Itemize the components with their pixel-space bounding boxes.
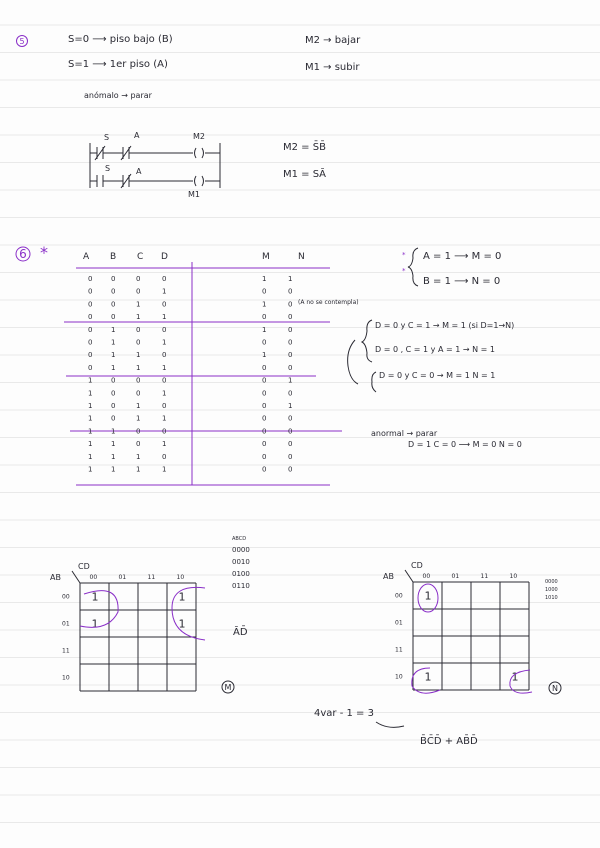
section-6	[16, 243, 522, 485]
tt-cell: 1	[136, 414, 141, 423]
kmap-m-list-item: 0010	[232, 558, 250, 566]
anormal2: D = 1 C = 0 ⟶ M = 0 N = 0	[408, 440, 522, 449]
tt-cell: 0	[262, 313, 267, 322]
note-row3: (A no se contempla)	[298, 299, 359, 306]
truth-table	[64, 252, 342, 485]
tt-cell: 0	[288, 363, 293, 372]
tt-cell: 0	[111, 414, 116, 423]
kmap-col-label: 10	[509, 573, 518, 580]
kmap-corner-top: CD	[78, 562, 90, 571]
tt-cell: 0	[262, 452, 267, 461]
tt-cell: 0	[111, 300, 116, 309]
tt-cell: 1	[111, 427, 116, 436]
tt-header-b: B	[110, 252, 117, 262]
kmap-one: 1	[178, 617, 186, 631]
tt-cell: 1	[136, 300, 141, 309]
kmap-m-list-item: 0000	[232, 546, 250, 554]
s5-line2: S=1 ⟶ 1er piso (A)	[68, 59, 168, 70]
tt-cell: 0	[162, 325, 167, 334]
tt-cell: 0	[88, 338, 93, 347]
tt-cell: 0	[288, 313, 293, 322]
section-5	[17, 34, 362, 199]
cond2: B = 1 ⟶ N = 0	[423, 276, 501, 287]
tt-cell: 0	[136, 440, 141, 449]
tt-cell: 1	[288, 376, 293, 385]
kmap-col-label: 11	[480, 573, 489, 580]
kmap-n-result: B̄C̄D̄ + AB̄D̄	[420, 736, 478, 747]
tt-cell: 1	[88, 389, 93, 398]
section-6-star: *	[40, 243, 48, 262]
tt-cell: 1	[136, 351, 141, 360]
tt-cell: 0	[162, 376, 167, 385]
s5-anomalo: anómalo → parar	[84, 91, 152, 100]
tt-cell: 1	[136, 452, 141, 461]
kmap-m	[50, 562, 205, 691]
tt-cell: 0	[162, 427, 167, 436]
kmap-corner-left: AB	[50, 573, 61, 582]
tt-cell: 0	[136, 389, 141, 398]
section-6-number: 6	[19, 247, 27, 261]
tt-cell: 1	[88, 465, 93, 474]
tt-cell: 0	[111, 402, 116, 410]
kmap-row-label: 10	[395, 673, 403, 681]
tt-cell: 0	[262, 427, 267, 436]
tt-cell: 0	[162, 452, 167, 461]
tt-cell: 0	[288, 338, 293, 347]
cond1: A = 1 ⟶ M = 0	[423, 251, 502, 262]
tt-cell: 0	[288, 287, 293, 296]
tt-cell: 0	[111, 313, 116, 322]
tt-cell: 0	[288, 452, 293, 461]
svg-text:*: *	[402, 267, 406, 275]
tt-cell: 0	[262, 414, 267, 423]
tt-cell: 0	[88, 325, 93, 334]
tt-header-a: A	[83, 252, 90, 262]
tt-cell: 1	[162, 313, 167, 322]
tt-cell: 1	[262, 275, 267, 283]
kmap-col-label: 10	[176, 574, 185, 581]
tt-cell: 0	[288, 389, 293, 398]
tt-cell: 0	[88, 275, 93, 283]
kmap-one: 1	[91, 617, 99, 631]
section-5-number: 5	[19, 37, 25, 46]
kmap-m-extra	[222, 536, 250, 693]
tt-cell: 1	[88, 440, 93, 449]
tt-cell: 1	[88, 427, 93, 436]
tt-cell: 0	[136, 287, 141, 296]
cond3: D = 0 y C = 1 → M = 1 (si D=1→N)	[375, 321, 515, 330]
kmap-one: 1	[424, 589, 432, 603]
kmap-col-label: 01	[118, 574, 127, 581]
tt-cell: 0	[136, 325, 141, 334]
tt-cell: 1	[111, 351, 116, 360]
tt-cell: 1	[88, 376, 93, 385]
s5-eq2: M1 = SĀ	[283, 169, 326, 180]
kmap-row-label: 10	[62, 674, 70, 682]
kmap-m-loop-left	[80, 591, 118, 628]
tt-cell: 0	[262, 389, 267, 398]
tt-cell: 0	[288, 465, 293, 474]
kmap-col-label: 01	[451, 573, 460, 580]
tt-header-m: M	[262, 252, 270, 262]
tt-cell: 0	[136, 376, 141, 385]
tt-cell: 0	[288, 300, 293, 309]
kmap-m-list-item: ABCD	[232, 536, 247, 542]
svg-text:*: *	[402, 251, 406, 259]
tt-cell: 1	[262, 351, 267, 360]
tt-cell: 1	[262, 325, 267, 334]
tt-cell: 0	[111, 389, 116, 398]
kmap-n-note: 4var - 1 = 3	[314, 708, 374, 719]
kmap-m-label: M	[224, 683, 232, 692]
tt-cell: 1	[288, 402, 293, 410]
tt-cell: 1	[162, 389, 167, 398]
kmap-one: 1	[91, 590, 99, 604]
tt-cell: 1	[111, 338, 116, 347]
tt-cell: 1	[162, 440, 167, 449]
tt-cell: 0	[162, 275, 167, 283]
s5-m2: M2 → bajar	[305, 35, 361, 46]
ladder-label-a2: A	[136, 167, 142, 176]
tt-cell: 1	[88, 414, 93, 423]
tt-cell: 0	[136, 275, 141, 283]
tt-cell: 0	[162, 402, 167, 410]
tt-header-c: C	[137, 252, 144, 262]
ladder-label-a: A	[134, 131, 140, 140]
tt-cell: 1	[88, 452, 93, 461]
kmap-n-list-item: 1010	[545, 595, 558, 601]
tt-header-d: D	[161, 252, 168, 262]
tt-cell: 0	[262, 376, 267, 385]
s5-m1: M1 → subir	[305, 62, 360, 73]
tt-cell: 0	[136, 338, 141, 347]
kmap-corner-top: CD	[411, 561, 423, 570]
tt-cell: 1	[136, 465, 141, 474]
tt-cell: 1	[162, 414, 167, 423]
kmap-one: 1	[511, 670, 519, 684]
tt-cell: 0	[288, 427, 293, 436]
tt-cell: 0	[262, 465, 267, 474]
kmap-m-list-item: 0100	[232, 570, 250, 578]
tt-cell: 1	[111, 363, 116, 372]
tt-cell: 0	[288, 440, 293, 449]
tt-cell: 0	[111, 287, 116, 296]
tt-cell: 1	[136, 363, 141, 372]
tt-cell: 0	[262, 440, 267, 449]
kmap-m-result: ĀD̄	[233, 627, 248, 638]
ladder-label-m2: M2	[193, 132, 205, 141]
kmap-row-label: 01	[62, 620, 70, 628]
tt-cell: 0	[88, 363, 93, 372]
kmap-one: 1	[178, 590, 186, 604]
kmap-col-label: 11	[147, 574, 156, 581]
tt-cell: 1	[162, 338, 167, 347]
tt-cell: 0	[262, 402, 267, 410]
tt-cell: 0	[262, 287, 267, 296]
tt-cell: 1	[162, 287, 167, 296]
kmap-corner-left: AB	[383, 572, 394, 581]
tt-cell: 0	[288, 414, 293, 423]
tt-cell: 1	[162, 465, 167, 474]
tt-cell: 1	[262, 300, 267, 309]
tt-cell: 0	[88, 287, 93, 296]
tt-cell: 0	[136, 427, 141, 436]
tt-cell: 0	[88, 313, 93, 322]
kmap-row-label: 00	[62, 593, 70, 601]
tt-cell: 0	[262, 338, 267, 347]
cond4: D = 0 , C = 1 y A = 1 → N = 1	[375, 345, 495, 354]
kmap-n	[383, 561, 532, 693]
kmap-row-label: 00	[395, 592, 403, 600]
s5-line1: S=0 ⟶ piso bajo (B)	[68, 34, 173, 45]
tt-cell: 0	[162, 351, 167, 360]
kmap-row-label: 11	[62, 647, 70, 655]
kmap-n-label: N	[552, 684, 558, 693]
tt-cell: 1	[88, 402, 93, 410]
tt-cell: 1	[288, 275, 293, 283]
anormal: anormal → parar	[371, 429, 438, 438]
tt-cell: 0	[88, 300, 93, 309]
kmap-m-loop-right	[172, 587, 205, 640]
tt-cell: 1	[111, 452, 116, 461]
kmap-m-list-item: 0110	[232, 582, 250, 590]
tt-header-n: N	[298, 252, 305, 262]
kmap-row-label: 11	[395, 646, 403, 654]
kmap-col-label: 00	[422, 573, 431, 580]
kmap-n-list-item: 0000	[545, 579, 558, 585]
tt-cell: 1	[162, 363, 167, 372]
tt-cell: 1	[111, 325, 116, 334]
ladder-label-s: S	[104, 133, 110, 142]
tt-cell: 0	[262, 363, 267, 372]
tt-cell: 0	[88, 351, 93, 360]
tt-cell: 1	[136, 313, 141, 322]
ladder-label-s2: S	[105, 164, 111, 173]
tt-cell: 0	[111, 275, 116, 283]
kmap-n-list-item: 1000	[545, 587, 558, 593]
s5-eq1: M2 = S̄B̄	[283, 142, 326, 153]
cond5: D = 0 y C = 0 → M = 1 N = 1	[379, 371, 496, 380]
tt-cell: 0	[288, 325, 293, 334]
kmap-col-label: 00	[89, 574, 98, 581]
ladder-label-m1: M1	[188, 190, 200, 199]
kmap-one: 1	[424, 670, 432, 684]
kmap-row-label: 01	[395, 619, 403, 627]
tt-cell: 0	[111, 376, 116, 385]
tt-cell: 1	[136, 402, 141, 410]
tt-cell: 1	[111, 440, 116, 449]
tt-cell: 1	[111, 465, 116, 474]
tt-cell: 0	[288, 351, 293, 360]
tt-cell: 0	[162, 300, 167, 309]
